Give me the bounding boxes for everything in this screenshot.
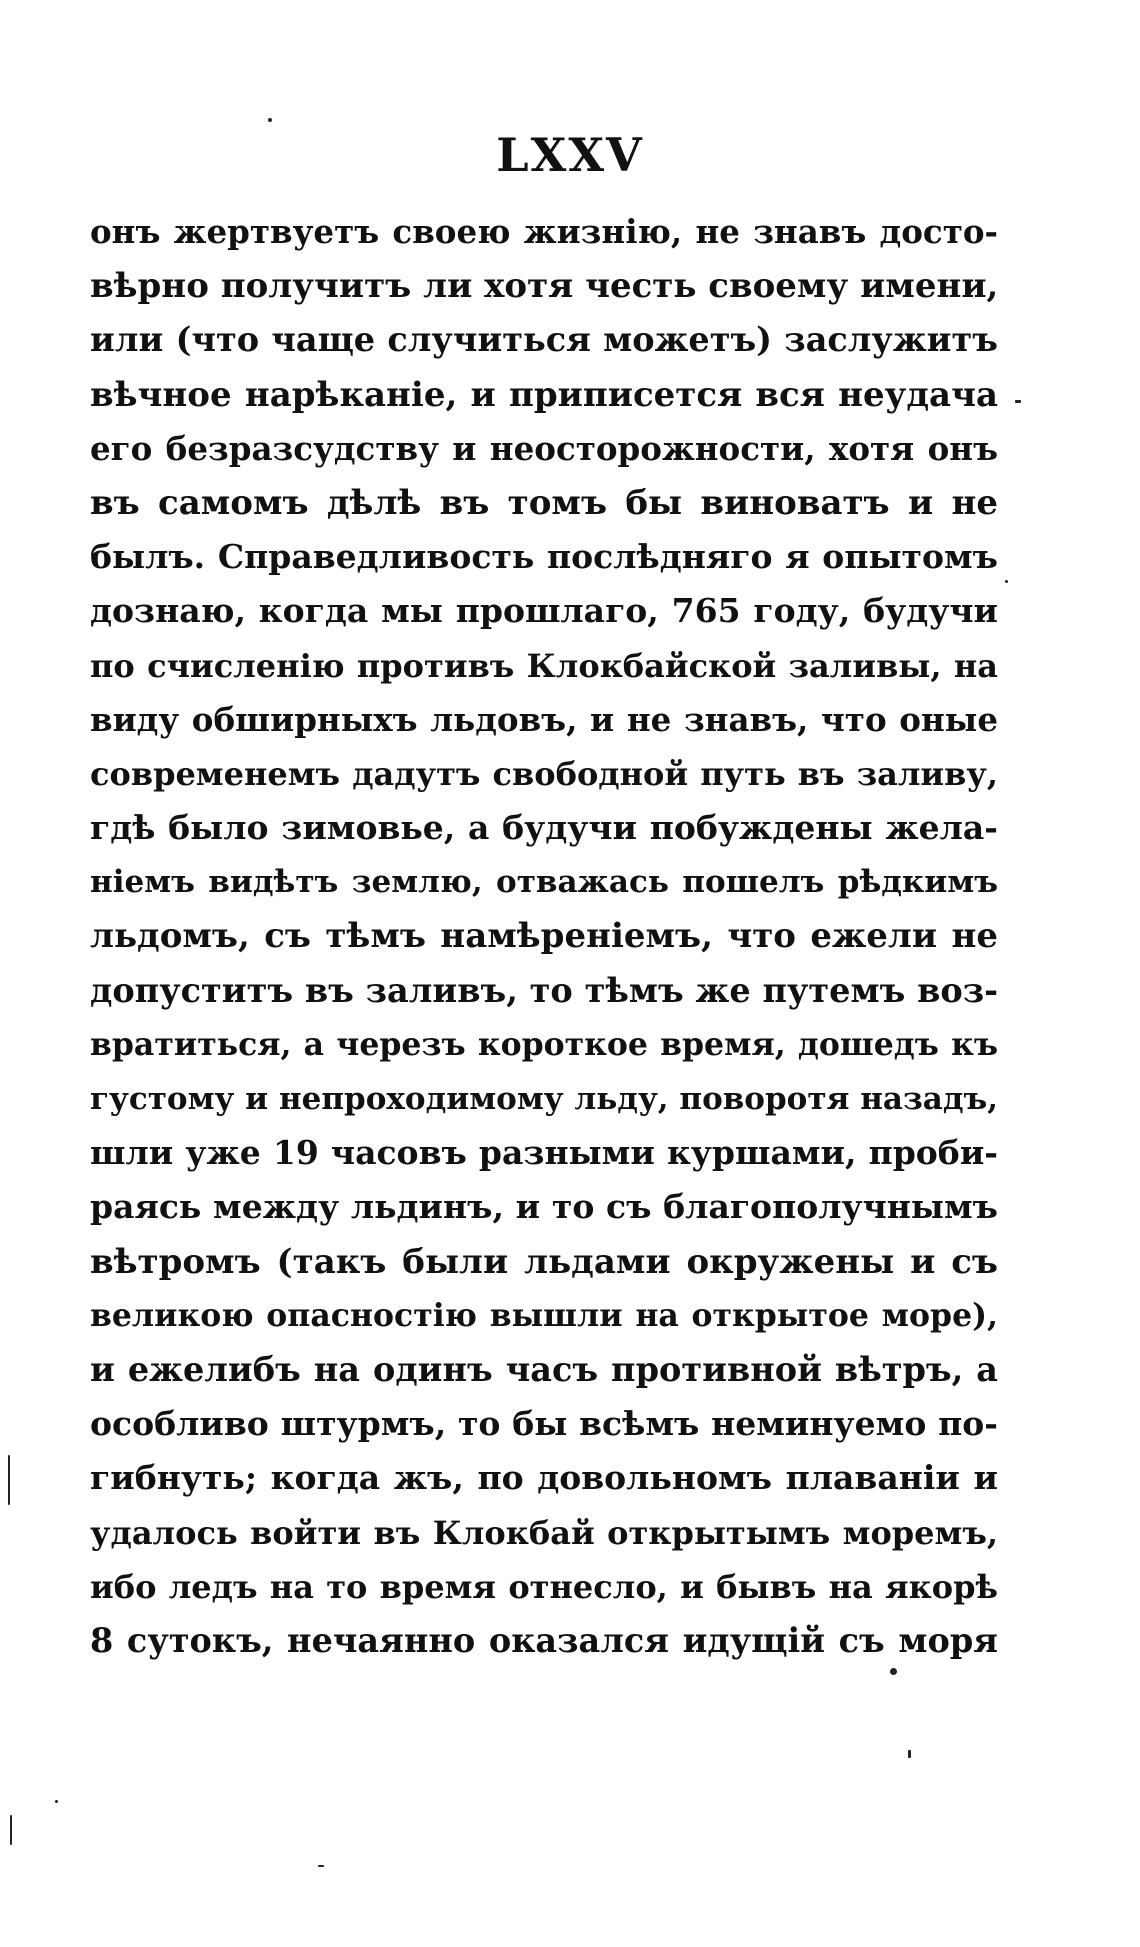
text-line: онъ жертвуетъ своею жизнію, не знавъ досто- — [90, 212, 998, 251]
body-text — [90, 205, 998, 1668]
scan-speck — [1015, 400, 1021, 403]
scan-speck — [908, 1750, 911, 1758]
text-line: вѣрно получитъ ли хотя честь своему имени, — [90, 266, 998, 307]
scan-speck — [1005, 580, 1008, 583]
text-line: виду обширныхъ льдовъ, и не знавъ, что оные — [90, 699, 998, 739]
scan-speck — [10, 1815, 12, 1845]
text-line: по счисленію противъ Клокбайской заливы, на — [90, 646, 998, 685]
text-line: ніемъ видѣтъ землю, отважась пошелъ рѣдкимъ — [90, 864, 998, 901]
page-number: LXXV — [496, 128, 644, 182]
text-line: 8 сутокъ, нечаянно оказался идущій съ моря — [90, 1620, 998, 1660]
scan-speck — [8, 1455, 10, 1505]
text-line: особливо штурмъ, то бы всѣмъ неминуемо по- — [90, 1404, 998, 1444]
text-line: современемъ дадутъ свободной путь въ заливу, — [90, 754, 998, 793]
text-line: дознаю, когда мы прошлаго, 765 году, будучи — [90, 591, 998, 631]
text-line: ибо ледъ на то время отнесло, и бывъ на якорѣ — [90, 1567, 998, 1606]
text-line: въ самомъ дѣлѣ въ томъ бы виноватъ и не — [90, 482, 998, 523]
text-line: допуститъ въ заливъ, то тѣмъ же путемъ воз- — [90, 970, 998, 1010]
text-line: раясь между льдинъ, и то съ благополучнымъ — [90, 1187, 998, 1227]
text-line: шли уже 19 часовъ разными куршами, проби- — [90, 1133, 998, 1173]
scan-speck — [890, 1668, 897, 1675]
text-line: гдѣ было зимовье, а будучи побуждены жела- — [90, 808, 998, 848]
scan-speck — [55, 1800, 58, 1803]
text-line: льдомъ, съ тѣмъ намѣреніемъ, что ежели не — [90, 916, 998, 957]
text-line: или (что чаще случиться можетъ) заслужитъ — [90, 320, 998, 360]
text-line: гибнуть; когда жъ, по довольномъ плаваніи и — [90, 1458, 998, 1498]
scan-speck — [318, 1865, 324, 1867]
text-line: вратиться, а черезъ короткое время, дошедъ къ — [90, 1025, 998, 1063]
text-line: и ежелибъ на одинъ часъ противной вѣтръ, а — [90, 1349, 998, 1389]
text-line: великою опасностію вышли на открытое море), — [90, 1296, 998, 1334]
text-line: вѣтромъ (такъ были льдами окружены и съ — [90, 1241, 998, 1282]
text-line: былъ. Справедливость послѣдняго я опытомъ — [90, 537, 998, 577]
text-line: вѣчное нарѣканіе, и приписется вся неудача — [90, 374, 998, 415]
text-line: густому и непроходимому льду, поворотя назадъ, — [90, 1081, 998, 1117]
scan-speck — [268, 118, 272, 122]
text-line: удалось войти въ Клокбай открытымъ моремъ, — [90, 1513, 998, 1552]
text-line: его безразсудству и неосторожности, хотя онъ — [90, 428, 998, 468]
